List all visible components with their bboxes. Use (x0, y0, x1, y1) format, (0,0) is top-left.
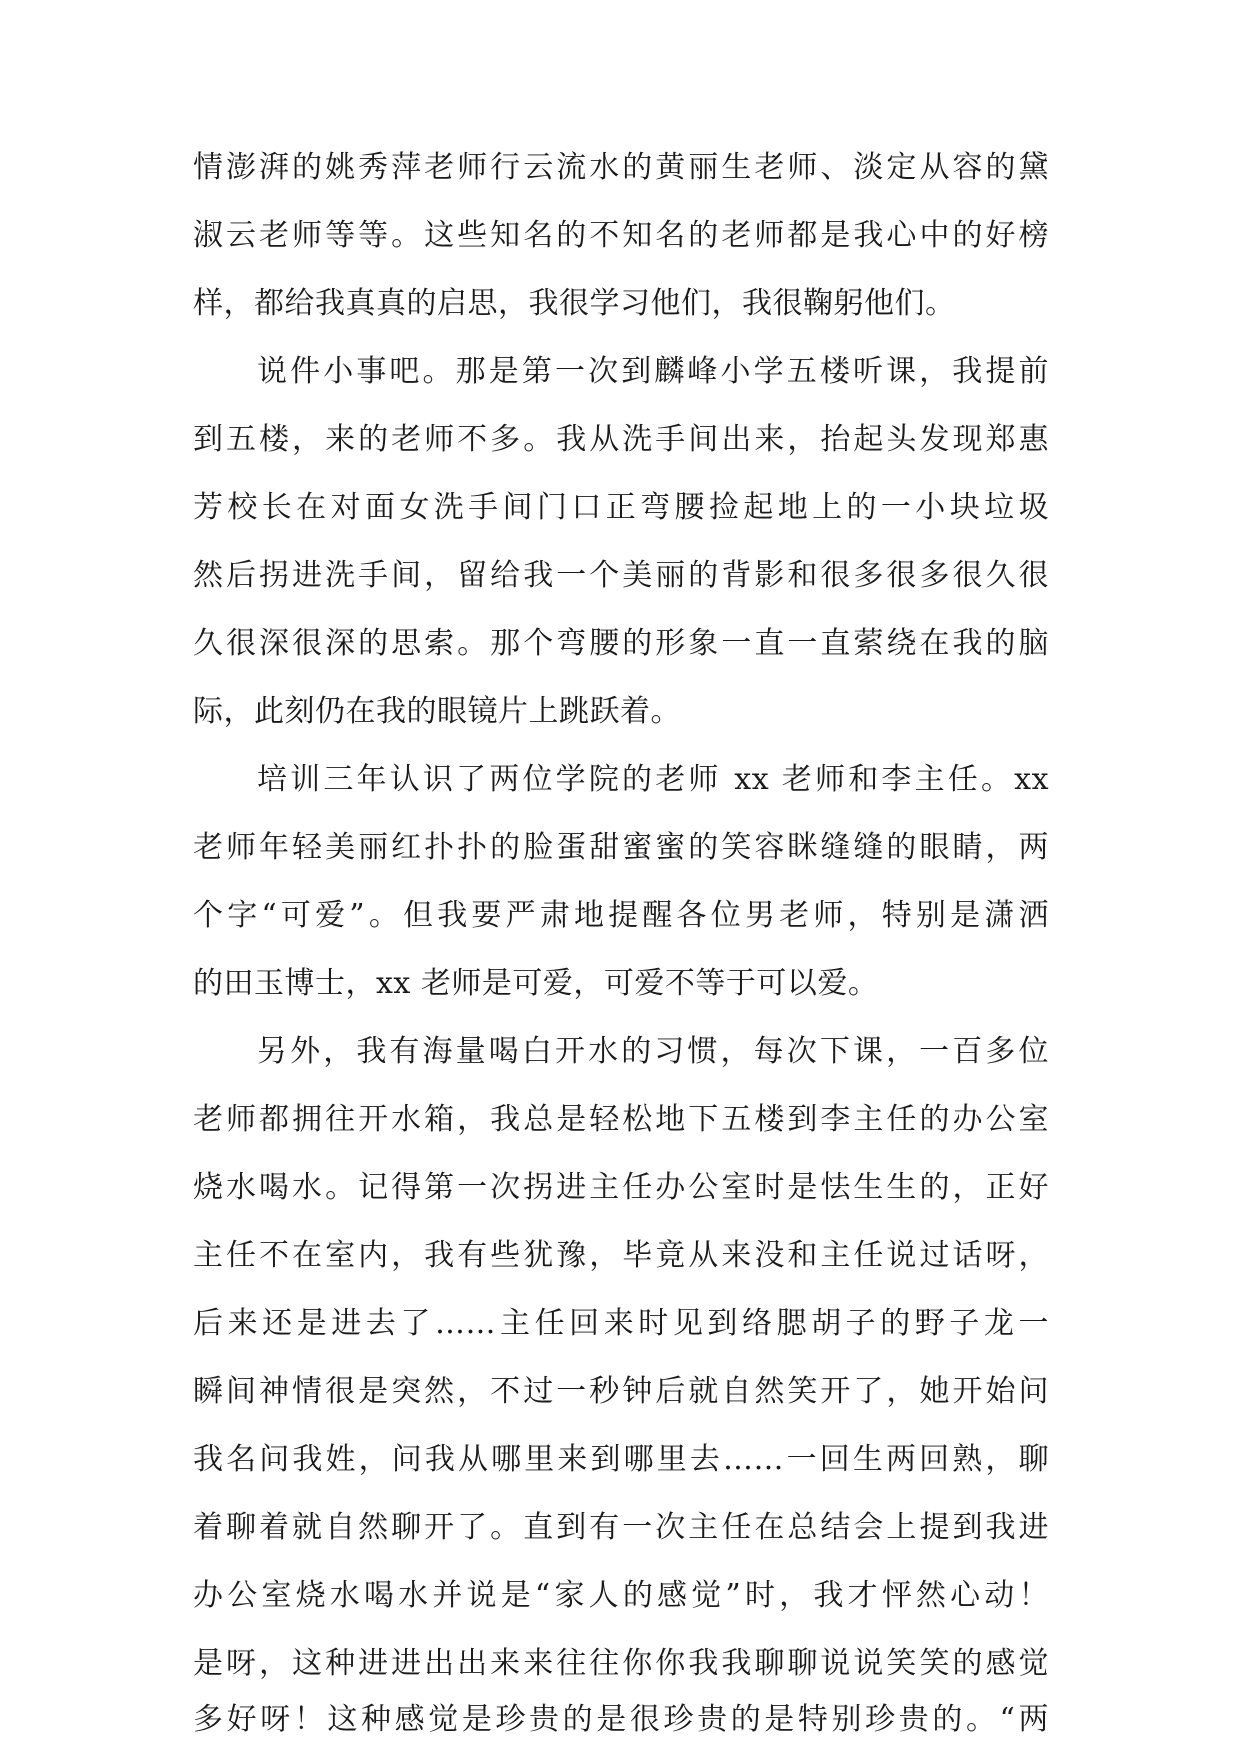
paragraph-first-line: 培训三年认识了两位学院的老师 xx 老师和李主任。xx (257, 762, 1049, 797)
text-line: 主任不在室内，我有些犹豫，毕竟从来没和主任说过话呀， (193, 1238, 1049, 1273)
text-line: 后来还是进去了……主任回来时见到络腮胡子的野子龙一 (193, 1306, 1049, 1341)
text-line: 际，此刻仍在我的眼镜片上跳跃着。 (193, 694, 681, 729)
text-line: 老师年轻美丽红扑扑的脸蛋甜蜜蜜的笑容眯缝缝的眼睛，两 (193, 830, 1049, 865)
text-line: 久很深很深的思索。那个弯腰的形象一直一直萦绕在我的脑 (193, 626, 1049, 661)
text-line: 淑云老师等等。这些知名的不知名的老师都是我心中的好榜 (193, 218, 1049, 253)
text-line: 个字“可爱”。但我要严肃地提醒各位男老师，特别是潇洒 (193, 898, 1049, 933)
paragraph-first-line: 说件小事吧。那是第一次到麟峰小学五楼听课，我提前 (257, 354, 1049, 389)
text-line: 然后拐进洗手间，留给我一个美丽的背影和很多很多很久很 (193, 558, 1049, 593)
text-line: 我名问我姓，问我从哪里来到哪里去……一回生两回熟，聊 (193, 1442, 1049, 1477)
text-line: 到五楼，来的老师不多。我从洗手间出来，抬起头发现郑惠 (193, 422, 1049, 457)
text-line: 芳校长在对面女洗手间门口正弯腰捡起地上的一小块垃圾 (193, 490, 1049, 525)
text-line: 老师都拥往开水箱，我总是轻松地下五楼到李主任的办公室 (193, 1102, 1049, 1137)
text-line: 的田玉博士，xx 老师是可爱，可爱不等于可以爱。 (193, 966, 879, 1001)
text-line: 烧水喝水。记得第一次拐进主任办公室时是怯生生的，正好 (193, 1170, 1049, 1205)
text-line: 是呀，这种进进出出来来往往你你我我聊聊说说笑笑的感觉 (193, 1646, 1049, 1681)
text-line: 样，都给我真真的启思，我很学习他们，我很鞠躬他们。 (193, 286, 956, 321)
paragraph-first-line: 另外，我有海量喝白开水的习惯，每次下课，一百多位 (257, 1034, 1049, 1069)
text-line: 多好呀！这种感觉是珍贵的是很珍贵的是特别珍贵的。“两 (193, 1702, 1049, 1737)
text-line: 着聊着就自然聊开了。直到有一次主任在总结会上提到我进 (193, 1510, 1049, 1545)
text-line: 办公室烧水喝水并说是“家人的感觉”时，我才怦然心动！ (193, 1578, 1049, 1613)
text-line: 情澎湃的姚秀萍老师行云流水的黄丽生老师、淡定从容的黛 (193, 150, 1049, 185)
text-line: 瞬间神情很是突然，不过一秒钟后就自然笑开了，她开始问 (193, 1374, 1049, 1409)
